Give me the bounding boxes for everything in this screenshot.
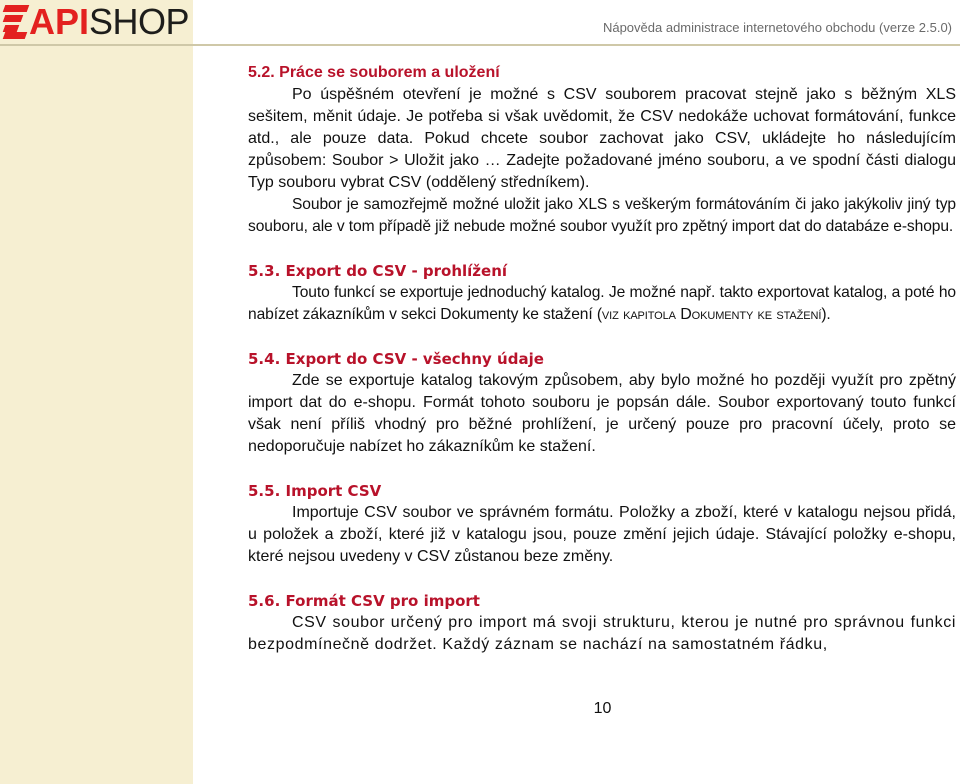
- section-heading: [248, 260, 956, 282]
- section-heading: [248, 590, 956, 612]
- section-number: 5.5.: [248, 482, 281, 500]
- logo-mark-icon: [4, 5, 26, 39]
- section-5-5: [248, 480, 956, 568]
- page-header: [0, 0, 960, 44]
- header-title: Nápověda administrace internetového obchodu (verze 2.5.0): [602, 20, 952, 35]
- section-5-6: [248, 590, 956, 656]
- section-number: 5.4.: [248, 350, 281, 368]
- paragraph: Importuje CSV soubor ve správném formátu. Položky a zboží, které v katalogu nejsou přidá, u položek a zboží, které již v katalogu jsou, pouze změní jejich údaje. Stávající položky e-shopu, které nejsou uvedeny v CSV zůstanou beze změny.: [248, 504, 956, 565]
- section-number: 5.2.: [248, 64, 275, 81]
- section-title: Práce se souborem a uložení: [279, 64, 500, 81]
- logo-shop-text: SHOP: [89, 1, 190, 42]
- section-5-3: [248, 260, 956, 326]
- cross-reference-link[interactable]: viz kapitola Dokumenty ke stažení: [601, 306, 822, 323]
- paragraph: Zde se exportuje katalog takovým způsobem, aby bylo možné ho později využít pro zpětný import dat do e-shopu. Formát tohoto souboru je popsán dále. Soubor exportovaný touto funkcí však není příliš vhodný pro běžné prohlížení, je určený pouze pro pracovní účely, proto se nedoporučuje nabízet ho zákazníkům ke stažení.: [248, 372, 956, 455]
- document-content: [248, 62, 956, 678]
- section-title: Export do CSV - prohlížení: [285, 262, 508, 280]
- paragraph: Po úspěšném otevření je možné s CSV souborem pracovat stejně jako s běžným XLS sešitem, měnit údaje. Je potřeba si však uvědomit, že CSV nedokáže uchovat formátování, funkce atd., ale pouze data. Pokud chcete soubor zachovat jako CSV, ukládejte ho následujícím způsobem: Soubor > Uložit jako … Zadejte požadované jméno souboru, a ve spodní části dialogu Typ souboru vybrat CSV (oddělený středníkem).: [248, 86, 956, 191]
- section-title: Export do CSV - všechny údaje: [285, 350, 544, 368]
- section-heading: [248, 62, 956, 84]
- paragraph: CSV soubor určený pro import má svoji strukturu, kterou je nutné pro správnou funkci bezpodmínečně dodržet. Každý záznam se nachází na samostatném řádku,: [248, 614, 956, 653]
- paragraph: Soubor je samozřejmě možné uložit jako XLS s veškerým formátováním či jako jakýkoliv jiný typ souboru, ale v tom případě již nebude možné soubor využít pro zpětný import dat do databáze e-shopu.: [248, 196, 956, 235]
- section-number: 5.6.: [248, 592, 281, 610]
- section-heading: [248, 348, 956, 370]
- left-margin-strip: [0, 0, 193, 784]
- paragraph-text: ).: [821, 306, 831, 323]
- paragraph: [248, 282, 956, 326]
- apishop-logo: [4, 3, 189, 41]
- section-heading: [248, 480, 956, 502]
- logo-api-text: API: [29, 1, 90, 42]
- section-number: 5.3.: [248, 262, 281, 280]
- header-divider: [0, 44, 960, 46]
- page-number: 10: [593, 700, 612, 717]
- section-5-4: [248, 348, 956, 458]
- section-title: Formát CSV pro import: [285, 592, 480, 610]
- section-5-2: [248, 62, 956, 238]
- paragraph-text: Touto funkcí se exportuje jednoduchý katalog. Je možné např. takto exportovat katalog, a poté ho nabízet zákazníkům v sekci Dokumenty ke stažení (: [248, 284, 956, 323]
- section-title: Import CSV: [285, 482, 382, 500]
